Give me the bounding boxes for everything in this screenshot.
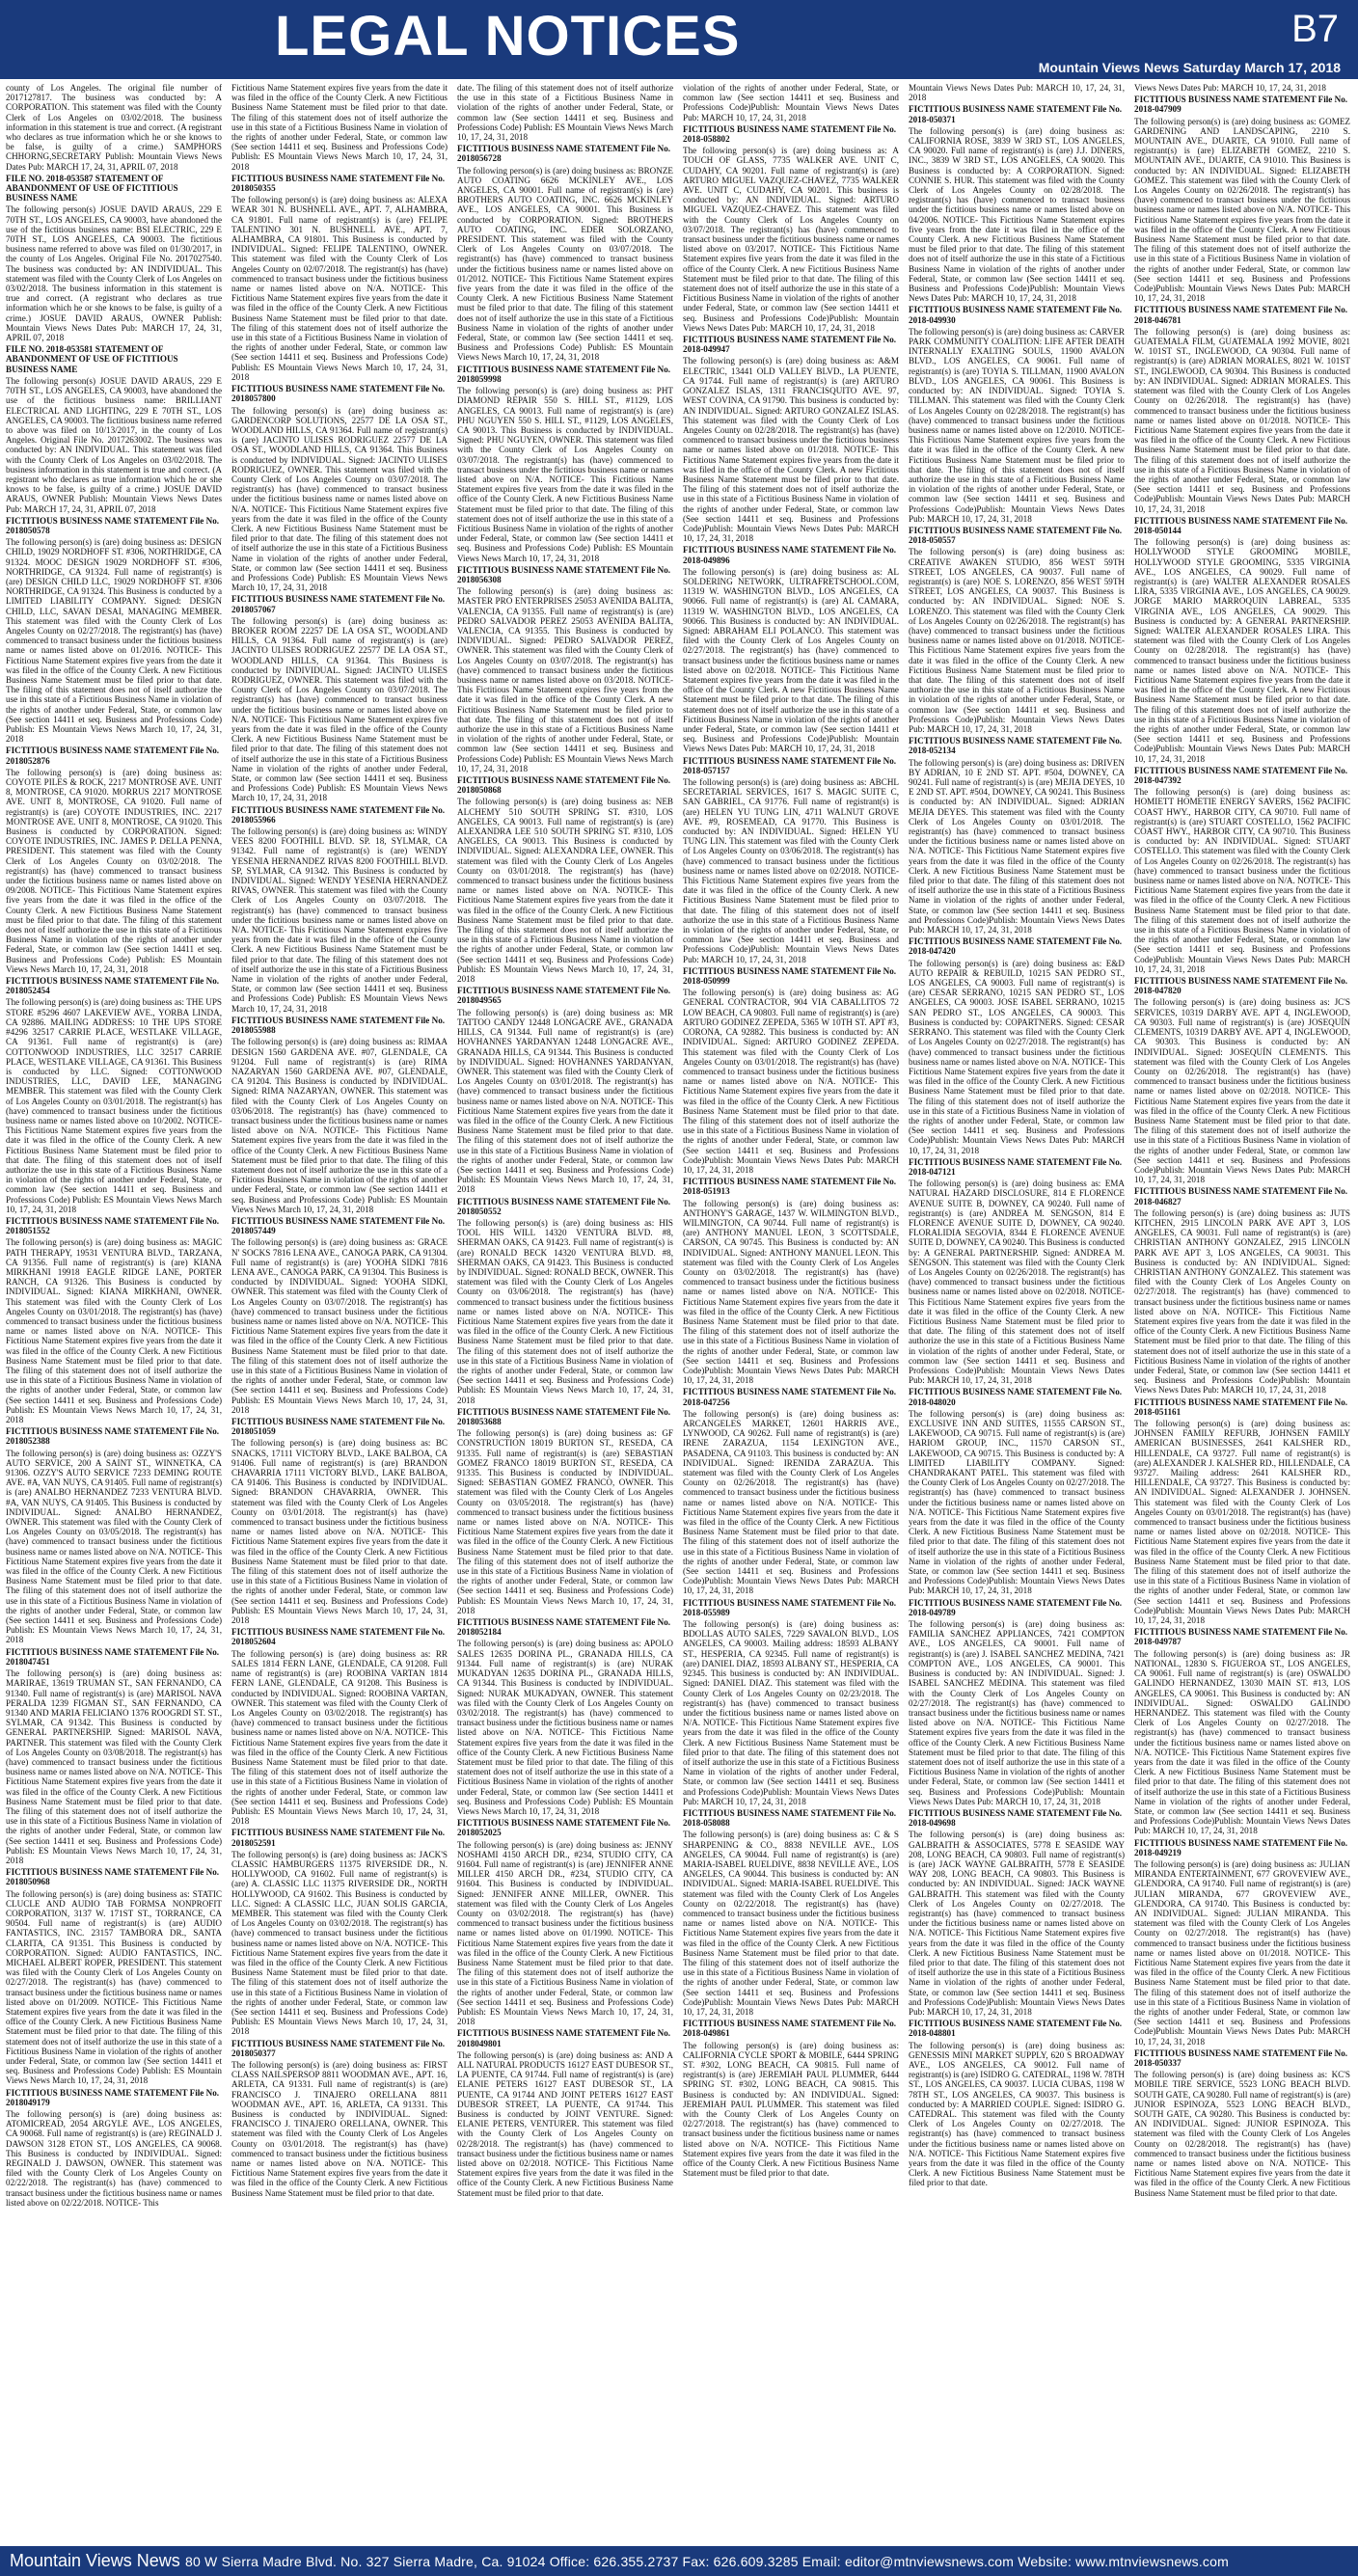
notice-text: The following person(s) is (are) doing business as: CALIFORNIA ROSE, 3839 W 3RD ST., LOS ANGELES, CA 90020. Full name of registrant(s) is (are) J.J. DINERS, INC., 3839 W 3RD ST., LOS ANGELES, CA 90020. This Business is conducted by: A CORPORATION. Signed: CONNIE S. HUR. This statement was filed with the County Clerk of Los Angeles County on 02/28/2018. The registrant(s) has (have) commenced to transact business under the fictitious business name or names listed above on 04/2006. NOTICE- This Fictitious Name Statement expires five years from the date it was filed in the office of the County Clerk. A new Fictitious Business Name Statement must be filed prior to that date. The filing of this statement does not of itself authorize the use in this state of a Fictitious Business Name in violation of the rights of another under Federal, State, or common law (See section 14411 et seq. Business and Professions Code)Publish: Mountain Views News Dates Pub: MARCH 10, 17, 24, 31, 2018 [909, 125, 1125, 304]
notice-text: The following person(s) is (are) doing business as: A&M ELECTRIC, 13441 OLD VALLEY BLVD., LA PUENTE, CA 91744. Full name of registrant(s) is (are) ARTURO GONZALEZ ISLAS, 1311 FRANCISQUITO AVE. 97, WEST COVINA, CA 91790. This business is conducted by: AN INDIVIDUAL. Signed: ARTURO GONZALEZ ISLAS. This statement was filed with the County Clerk of Los Angeles County on 02/28/2018. The registrant(s) has (have) commenced to transact business under the fictitious business name or names listed above on 01/2018. NOTICE- This Fictitious Name Statement expires five years from the date it was filed in the office of the County Clerk. A new Fictitious Business Name Statement must be filed prior to that date. The filing of this statement does not of itself authorize the use in this state of a Fictitious Business Name in violation of the rights of another under Federal, State, or common law (See section 14411 et seq. Business and Professions Code)Publish: Mountain Views News Dates Pub: MARCH 10, 17, 24, 31, 2018 [683, 356, 899, 544]
notice-heading: FICTITIOUS BUSINESS NAME STATEMENT File No. 2018050968 [6, 1867, 220, 1887]
notice-text: The following person(s) is (are) doing business as: WINDY VEES 8200 FOOTHILL BLVD. SP. 18, SYLMAR, CA 91342. Full name of registrant(s) is (are) WENDY YESENIA HERNANDEZ RIVAS 8200 FOOTHILL BLVD. SP, SYLMAR, CA 91342. This Business is conducted by INDIVIDUAL. Signed: WENDY YESENIA HERNANDEZ RIVAS, OWNER. This statement was filed with the County Clerk of Los Angeles County on 03/07/2018. The registrant(s) has (have) commenced to transact business under the fictitious business name or names listed above on N/A. NOTICE- This Fictitious Name Statement expires five years from the date it was filed in the office of the County Clerk. A new Fictitious Business Name Statement must be filed prior to that date. The filing of this statement does not of itself authorize the use in this state of a Fictitious Business Name in violation of the rights of another under Federal, State, or common law (See section 14411 et seq. Business and Professions Code) Publish: ES Mountain Views News March 10, 17, 24, 31, 2018 [231, 827, 448, 1014]
notice-heading: FICTITIOUS BUSINESS NAME STATEMENT File No. 2018053688 [457, 1406, 671, 1427]
notice-text: Mountain Views News Dates Pub: MARCH 10, 17, 24, 31, 2018 [909, 83, 1125, 103]
notice-heading: FICTITIOUS BUSINESS NAME STATEMENT File No. 2018-058802 [683, 123, 897, 145]
notice-heading: FICTITIOUS BUSINESS NAME STATEMENT File No. 2018049565 [457, 986, 671, 1006]
notice-text: The following person(s) is (are) doing business as: DESIGN CHILD, 19029 NORDHOFF ST. #306, NORTHRIDGE, CA 91324. MOOC DESIGN 19029 NORDHOFF ST. #306, NORTHRIDGE, CA 91324. Full name of registrant(s) is (are) DESIGN CHILD LLC, 19029 NORDHOFF ST. #306 NORTHRIDGE, CA 91324. This Business is conducted by a LIMITED LIABILITY COMPANY. Signed: DESIGN CHILD, LLC, SAVAN DESAI, MANAGING MEMBER. This statement was filed with the County Clerk of Los Angeles County on 02/27/2018. The registrant(s) has (have) commenced to transact business under the fictitious business name or names listed above on 01/2016. NOTICE- This Fictitious Name Statement expires five years from the date it was filed in the office of the County Clerk. A new Fictitious Business Name Statement must be filed prior to that date. The filing of this statement does not of itself authorize the use in this state of a Fictitious Business Name in violation of the rights of another under Federal, State, or common law (See section 14411 et seq. Business and Professions Code) Publish: ES Mountain Views News March 10, 17, 24, 31, 2018 [6, 537, 222, 745]
notice-text: The following person(s) is (are) doing business as: EMA NATURAL HAZARD DISCLOSURE, 814 E FLORENCE AVENUE SUITE B, DOWNEY, CA 90240. Full name of registrant(s) is (are) ANDREA M. SENGSON, 814 E FLORENCE AVENUE SUITE D, DOWNEY, CA 90240. FLORALIDIA SEGOVIA, 8344 E FLORENCE AVENUE SUITE D, DOWNEY, CA 90240. This Business is conducted by: A GENERAL PARTNERSHIP. Signed: ANDREA M. SENGSON. This statement was filed with the County Clerk of Los Angeles County on 02/26/2018. The registrant(s) has (have) commenced to transact business under the fictitious business name or names listed above on 02/2018. NOTICE- This Fictitious Name Statement expires five years from the date it was filed in the office of the County Clerk. A new Fictitious Business Name Statement must be filed prior to that date. The filing of this statement does not of itself authorize the use in this state of a Fictitious Business Name in violation of the rights of another under Federal, State, or common law (See section 14411 et seq. Business and Professions Code)Publish: Mountain Views News Dates Pub: MARCH 10, 17, 24, 31, 2018 [909, 1179, 1125, 1386]
notice-text: The following person(s) is (are) doing business as: GOMEZ GARDENING AND LANDSCAPING, 2210 S. MOUNTAIN AVE., DUARTE, CA 91010. Full name of registrant(s) is (are) ELIZABETH GOMEZ, 2210 S. MOUNTAIN AVE., DUARTE, CA 91010. This Business is conducted by: AN INDIVIDUAL. Signed: ELIZABETH GOMEZ. This statement was filed with the County Clerk of Los Angeles County on 02/26/2018. The registrant(s) has (have) commenced to transact business under the fictitious business name or names listed above on N/A. NOTICE- This Fictitious Name Statement expires five years from the date it was filed in the office of the County Clerk. A new Fictitious Business Name Statement must be filed prior to that date. The filing of this statement does not of itself authorize the use in this state of a Fictitious Business Name in violation of the rights of another under Federal, State, or common law (See section 14411 et seq. Business and Professions Code)Publish: Mountain Views News Dates Pub: MARCH 10, 17, 24, 31, 2018 [1134, 116, 1350, 304]
notice-heading: FICTITIOUS BUSINESS NAME STATEMENT File No. 2018057800 [231, 384, 446, 404]
notice-heading: FICTITIOUS BUSINESS NAME STATEMENT File No. 2018055988 [231, 1015, 446, 1036]
notice-column-3 [457, 83, 673, 2533]
notice-heading: FICTITIOUS BUSINESS NAME STATEMENT File No. 2018-058088 [683, 1807, 897, 1829]
notice-heading: FICTITIOUS BUSINESS NAME STATEMENT File No. 2018049801 [457, 2028, 671, 2048]
notice-heading: FICTITIOUS BUSINESS NAME STATEMENT File No. 2018-046827 [1134, 1186, 1348, 1207]
notice-heading: FICTITIOUS BUSINESS NAME STATEMENT File No. 2018-049947 [683, 335, 897, 355]
notice-heading: FICTITIOUS BUSINESS NAME STATEMENT File No. 2018-047256 [683, 1387, 897, 1407]
notice-column-4 [683, 83, 899, 2533]
notice-text: The following person(s) is (are) doing business as: THE UPS STORE #5296 4607 LAKEVIEW AVE., YORBA LINDA, CA 92886. MAILING ADDRESS: 10 THE UPS STORE #4296 32517 CARRIE PLACE, WESTLAKE VILLAGE, CA 91361. Full name of registrant(s) is (are) COTTONWOOD INDUSTRIES, LLC 32517 CARRIE PLACE, WESTLAKE VILLAGE, CA 91361. This Business is conducted by LLC. Signed: COTTONWOOD INDUSTRIES, LLC, DAVID LEE, MANAGING MEMBER. This statement was filed with the County Clerk of Los Angeles County on 03/01/2018. The registrant(s) has (have) commenced to transact business under the fictitious business name or names listed above on 10/2002. NOTICE- This Fictitious Name Statement expires five years from the date it was filed in the office of the County Clerk. A new Fictitious Business Name Statement must be filed prior to that date. The filing of this statement does not of itself authorize the use in this state of a Fictitious Business Name in violation of the rights of another under Federal, State, or common law (See section 14411 et seq. Business and Professions Code) Publish: ES Mountain Views News March 10, 17, 24, 31, 2018 [6, 997, 222, 1214]
notice-heading: FICTITIOUS BUSINESS NAME STATEMENT File No. 2018052876 [6, 746, 220, 766]
notice-text: The following person(s) is (are) doing business as: HOMIETT HOMETIE ENERGY SAVERS, 1562 PACIFIC COAST HWY., HARBOR CITY, CA 90710. Full name of registrant(s) is (are) STUART COSTELLO, 1562 PACIFIC COAST HWY., HARBOR CITY, CA 90710. This Business is conducted by: AN INDIVIDUAL. Signed: STUART COSTELLO. This statement was filed with the County Clerk of Los Angeles County on 02/26/2018. The registrant(s) has (have) commenced to transact business under the fictitious business name or names listed above on N/A. NOTICE- This Fictitious Name Statement expires five years from the date it was filed in the office of the County Clerk. A new Fictitious Business Name Statement must be filed prior to that date. The filing of this statement does not of itself authorize the use in this state of a Fictitious Business Name in violation of the rights of another under Federal, State, or common law (See section 14411 et seq. Business and Professions Code)Publish: Mountain Views News Dates Pub: MARCH 10, 17, 24, 31, 2018 [1134, 787, 1350, 974]
notice-text: The following person(s) is (are) doing business as: JOHNSEN FAMILY REFURB, JOHNSEN FAMILY AMERICAN BUSINESSES, 2641 KALSHER RD., HILLENDALE, CA 93727. Full name of registrant(s) is (are) ALEXANDER J. KALSHER RD., HILLENDALE, CA 93727. Mailing address: 2641 KALSHER RD., HILLENDALE, CA 93727. This Business is conducted by: AN INDIVIDUAL. Signed: ALEXANDER J. JOHNSEN. This statement was filed with the County Clerk of Los Angeles County on 03/01/2018. The registrant(s) has (have) commenced to transact business under the fictitious business name or names listed above on 02/2018. NOTICE- This Fictitious Name Statement expires five years from the date it was filed in the office of the County Clerk. A new Fictitious Business Name Statement must be filed prior to that date. The filing of this statement does not of itself authorize the use in this state of a Fictitious Business Name in violation of the rights of another under Federal, State, or common law (See section 14411 et seq. Business and Professions Code)Publish: Mountain Views News Dates Pub: MARCH 10, 17, 24, 31, 2018 [1134, 1419, 1350, 1626]
notice-heading: FICTITIOUS BUSINESS NAME STATEMENT File No. 2018050552 [457, 1196, 671, 1216]
notice-heading: FICTITIOUS BUSINESS NAME STATEMENT File No. 2018-051161 [1134, 1396, 1348, 1417]
notice-heading: FICTITIOUS BUSINESS NAME STATEMENT File No. 2018-051913 [683, 1177, 897, 1197]
notice-heading: FICTITIOUS BUSINESS NAME STATEMENT File No. 2018-047420 [909, 936, 1123, 957]
notice-text: The following person(s) is (are) doing business as: FIRST CLASS NAILSPERSOP 8811 WOODMAN AVE., APT. 16, ARLETA, CA 91331. Full name of registrant(s) is (are) FRANCISCO J. TINAJERO ORELLANA 8811 WOODMAN AVE., APT. 16, ARLETA, CA 91331. This Business is conducted by INDIVIDUAL. Signed: FRANCISCO J. TINAJERO ORELLANA, OWNER. This statement was filed with the County Clerk of Los Angeles County on 03/01/2018. The registrant(s) has (have) commenced to transact business under the fictitious business name or names listed above on N/A. NOTICE- This Fictitious Name Statement expires five years from the date it was filed in the office of the County Clerk. A new Fictitious Business Name Statement must be filed prior to that date. [231, 2060, 448, 2198]
notice-heading: FICTITIOUS BUSINESS NAME STATEMENT File No. 2018055966 [231, 804, 446, 825]
notice-text: The following person(s) JOSUE DAVID ARAUS, 229 E 70TH ST., LOS ANGELES, CA 90003, have abandoned the use of the fictitious business name: BRILLIANT ELECTRICAL AND LIGHTING, 229 E 70TH ST., LOS ANGELES, CA 90003. The fictitious business name referred to above was filed on 10/13/2017, in the county of Los Angeles. Original File No. 2017263002. The business was conducted by: AN INDIVIDUAL. This statement was filed with the County Clerk of Los Angeles on 03/02/2018. The business information in this statement is true and correct. (A registrant who declares as true information which he or she knows to be false, is guilty of a crime.) JOSUE DAVID ARAUS, OWNER Publish: Mountain Views News Dates Pub: MARCH 17, 24, 31, APRIL 07, 2018 [6, 375, 222, 514]
notice-heading: FICTITIOUS BUSINESS NAME STATEMENT File No. 2018-050371 [909, 104, 1123, 124]
notice-heading: FICTITIOUS BUSINESS NAME STATEMENT File No. 2018052591 [231, 1828, 446, 1848]
section-title: LEGAL NOTICES [275, 5, 741, 68]
notice-heading: FICTITIOUS BUSINESS NAME STATEMENT File No. 2018056308 [457, 564, 671, 584]
notice-text: The following person(s) is (are) doing business as: BRONZE AUTO COATING 6626 MCKINLEY AVE., LOS ANGELES, CA 90001. Full name of registrant(s) is (are) BROTHERS AUTO COATING, INC. 6626 MCKINLEY AVE., LOS ANGELES, CA 90001. This Business is conducted by CORPORATION. Signed: BROTHERS AUTO COATING, INC. EDER SOLORZANO, PRESIDENT. This statement was filed with the County Clerk of Los Angeles County on 03/07/2018. The registrant(s) has (have) commenced to transact business under the fictitious business name or names listed above on 01/2012. NOTICE- This Fictitious Name Statement expires five years from the date it was filed in the office of the County Clerk. A new Fictitious Business Name Statement must be filed prior to that date. The filing of this statement does not of itself authorize the use in this state of a Fictitious Business Name in violation of the rights of another under Federal, State, or common law (See section 14411 et seq. Business and Professions Code) Publish: ES Mountain Views News March 10, 17, 24, 31, 2018 [457, 165, 673, 363]
notice-text: The following person(s) is (are) doing business as: CREATIVE AWAKEN STUDIO, 856 WEST 59TH STREET, LOS ANGELES, CA 90037. Full name of registrant(s) is (are) NOE S. LORENZO, 856 WEST 59TH STREET, LOS ANGELES, CA 90037. This Business is conducted by: AN INDIVIDUAL. Signed: NOE S. LORENZO. This statement was filed with the County Clerk of Los Angeles County on 02/26/2018. The registrant(s) has (have) commenced to transact business under the fictitious business name or names listed above on 01/2018. NOTICE- This Fictitious Name Statement expires five years from the date it was filed in the office of the County Clerk. A new Fictitious Business Name Statement must be filed prior to that date. The filing of this statement does not of itself authorize the use in this state of a Fictitious Business Name in violation of the rights of another under Federal, State, or common law (See section 14411 et seq. Business and Professions Code)Publish: Mountain Views News Dates Pub: MARCH 10, 17, 24, 31, 2018 [909, 547, 1125, 734]
notice-heading: FILE NO. 2018-053581 STATEMENT OF ABANDONMENT OF USE OF FICTITIOUS BUSINESS NAME [6, 344, 178, 374]
notice-text: The following person(s) is (are) doing business as: ATOMICREAD, 2054 ARGYLE AVE., LOS ANGELES, CA 90068. Full name of registrant(s) is (are) REGINALD J. DAWSON 3128 ETON ST., LOS ANGELES, CA 90068. This Business is conducted by INDIVIDUAL. Signed: REGINALD J. DAWSON, OWNER. This statement was filed with the County Clerk of Los Angeles County on 02/22/2018. The registrant(s) has (have) commenced to transact business under the fictitious business name or names listed above on 02/22/2018. NOTICE- This [6, 2109, 222, 2208]
notice-text: date. The filing of this statement does not of itself authorize the use in this state of a Fictitious Business Name in violation of the rights of another under Federal, State, or common law (See section 14411 et seq. Business and Professions Code) Publish: ES Mountain Views News March 10, 17, 24, 31, 2018 [457, 83, 673, 143]
notice-text: The following person(s) is (are) doing business as: DRIVEN BY ADRIAN, 10 E 2ND ST. APT. #504, DOWNEY, CA 90241. Full name of registrant(s) is (are) MEJIA DEYES, 10 E 2ND ST. APT. #504, DOWNEY, CA 90241. This Business is conducted by: AN INDIVIDUAL. Signed: ADRIAN MEJIA DEYES. This statement was filed with the County Clerk of Los Angeles County on 03/01/2018. The registrant(s) has (have) commenced to transact business under the fictitious business name or names listed above on N/A. NOTICE- This Fictitious Name Statement expires five years from the date it was filed in the office of the County Clerk. A new Fictitious Business Name Statement must be filed prior to that date. The filing of this statement does not of itself authorize the use in this state of a Fictitious Business Name in violation of the rights of another under Federal, State, or common law (See section 14411 et seq. Business and Professions Code)Publish: Mountain Views News Dates Pub: MARCH 10, 17, 24, 31, 2018 [909, 757, 1125, 935]
notice-heading: FICTITIOUS BUSINESS NAME STATEMENT File No. 2018-052134 [909, 736, 1123, 756]
notice-heading: FICTITIOUS BUSINESS NAME STATEMENT File No. 2018-048020 [909, 1387, 1123, 1407]
notice-column-5 [909, 83, 1125, 2533]
notice-text: The following person(s) is (are) doing business as: GUATEMALA FILM, GUATEMALA 1992 MOVIE, 8021 W. 101ST ST., INGLEWOOD, CA 90304. Full name of registrant(s) is (are) ADRIAN MORALES, 8021 W. 101ST ST., INGLEWOOD, CA 90304. This Business is conducted by: AN INDIVIDUAL. Signed: ADRIAN MORALES. This statement was filed with the County Clerk of Los Angeles County on 02/26/2018. The registrant(s) has (have) commenced to transact business under the fictitious business name or names listed above on 01/2018. NOTICE- This Fictitious Name Statement expires five years from the date it was filed in the office of the County Clerk. A new Fictitious Business Name Statement must be filed prior to that date. The filing of this statement does not of itself authorize the use in this state of a Fictitious Business Name in violation of the rights of another under Federal, State, or common law (See section 14411 et seq. Business and Professions Code)Publish: Mountain Views News Dates Pub: MARCH 10, 17, 24, 31, 2018 [1134, 326, 1350, 514]
notice-heading: FICTITIOUS BUSINESS NAME STATEMENT File No. 2018-049787 [1134, 1627, 1348, 1647]
notice-text: The following person(s) is (are) doing business as: CALIFORNIA CYCLE SPORT & MOBILE, 6444 SPRING ST. #302, LONG BEACH, CA 90815. Full name of registrant(s) is (are) JEREMIAH PAUL PLUMMER, 6444 SPRING ST. #302, LONG BEACH, CA 90815. This Business is conducted by: AN INDIVIDUAL. Signed: JEREMIAH PAUL PLUMMER. This statement was filed with the County Clerk of Los Angeles County on 02/27/2018. The registrant(s) has (have) commenced to transact business under the fictitious business name or names listed above on N/A. NOTICE- This Fictitious Name Statement expires five years from the date it was filed in the office of the County Clerk. A new Fictitious Business Name Statement must be filed prior to that date. [683, 2040, 899, 2179]
notice-heading: FICTITIOUS BUSINESS NAME STATEMENT File No. 2018049179 [6, 2087, 220, 2107]
notice-column-2 [231, 83, 448, 2533]
notice-text: The following person(s) is (are) doing business as: JENNY NOSHAMI 4150 ARCH DR., #234, STUDIO CITY, CA 91604. Full name of registrant(s) is (are) JENNIFER ANNE MILLER 4150 ARCH DR., #234, STUDIO CITY, CA 91604. This Business is conducted by INDIVIDUAL. Signed: JENNIFER ANNE MILLER, OWNER. This statement was filed with the County Clerk of Los Angeles County on 03/02/2018. The registrant(s) has (have) commenced to transact business under the fictitious business name or names listed above on 01/1990. NOTICE- This Fictitious Name Statement expires five years from the date it was filed in the office of the County Clerk. A new Fictitious Business Name Statement must be filed prior to that date. The filing of this statement does not of itself authorize the use in this state of a Fictitious Business Name in violation of the rights of another under Federal, State, or common law (See section 14411 et seq. Business and Professions Code) Publish: ES Mountain Views News March 10, 17, 24, 31, 2018 [457, 1839, 673, 2027]
notice-heading: FICTITIOUS BUSINESS NAME STATEMENT File No. 2018-046781 [1134, 305, 1348, 325]
notice-text: The following person(s) is (are) doing business as: ANTHONY'S GARAGE, 1437 W. WILMINGTON BLVD., WILMINGTON, CA 90744. Full name of registrant(s) is (are) ANTHONY MANUEL LEON, 3 SCOTTSDALE, CARSON, CA 90745. This Business is conducted by: AN INDIVIDUAL. Signed: ANTHONY MANUEL LEON. This statement was filed with the County Clerk of Los Angeles County on 03/02/2018. The registrant(s) has (have) commenced to transact business under the fictitious business name or names listed above on N/A. NOTICE- This Fictitious Name Statement expires five years from the date it was filed in the office of the County Clerk. A new Fictitious Business Name Statement must be filed prior to that date. The filing of this statement does not of itself authorize the use in this state of a Fictitious Business Name in violation of the rights of another under Federal, State, or common law (See section 14411 et seq. Business and Professions Code)Publish: Mountain Views News Dates Pub: MARCH 10, 17, 24, 31, 2018 [683, 1198, 899, 1386]
notice-text: The following person(s) is (are) doing business as: FAMILIA SANCHEZ APPLIANCES, 7421 COMPTON AVE., LOS ANGELES, CA 90001. Full name of registrant(s) is (are) J. ISABEL SANCHEZ MEDINA, 7421 COMPTON AVE., LOS ANGELES, CA 90001. This Business is conducted by: AN INDIVIDUAL. Signed: J. ISABEL SANCHEZ MEDINA. This statement was filed with the County Clerk of Los Angeles County on 02/27/2018. The registrant(s) has (have) commenced to transact business under the fictitious business name or names listed above on N/A. NOTICE- This Fictitious Name Statement expires five years from the date it was filed in the office of the County Clerk. A new Fictitious Business Name Statement must be filed prior to that date. The filing of this statement does not of itself authorize the use in this state of a Fictitious Business Name in violation of the rights of another under Federal, State, or common law (See section 14411 et seq. Business and Professions Code)Publish: Mountain Views News Dates Pub: MARCH 10, 17, 24, 31, 2018 [909, 1619, 1125, 1806]
notice-text: The following person(s) is (are) doing business as: MAGIC PATH THERAPY, 19531 VENTURA BLVD., TARZANA, CA 91356. Full name of registrant(s) is (are) KIANA MIRKHANI 19918 EAGLE RIDGE LANE, PORTER RANCH, CA 91326. This Business is conducted by INDIVIDUAL. Signed: KIANA MIRKHANI, OWNER. This statement was filed with the County Clerk of Los Angeles County on 03/01/2018. The registrant(s) has (have) commenced to transact business under the fictitious business name or names listed above on N/A. NOTICE- This Fictitious Name Statement expires five years from the date it was filed in the office of the County Clerk. A new Fictitious Business Name Statement must be filed prior to that date. The filing of this statement does not of itself authorize the use in this state of a Fictitious Business Name in violation of the rights of another under Federal, State, or common law (See section 14411 et seq. Business and Professions Code) Publish: ES Mountain Views News March 10, 17, 24, 31, 2018 [6, 1237, 222, 1425]
notice-heading: FICTITIOUS BUSINESS NAME STATEMENT File No. 2018-049698 [909, 1807, 1123, 1829]
notice-heading: FICTITIOUS BUSINESS NAME STATEMENT File No. 2018050377 [231, 2038, 446, 2058]
notice-heading: FICTITIOUS BUSINESS NAME STATEMENT File No. 2018050355 [231, 173, 446, 194]
notice-text: The following person(s) is (are) doing business as: JULIAN MIRANDA ENTERTAINMENT, 677 GROVEVIEW AVE., GLENDORA, CA 91740. Full name of registrant(s) is (are) JULIAN MIRANDA, 677 GROVEVIEW AVE., GLENDORA, CA 91740. This Business is conducted by: AN INDIVIDUAL. Signed: JULIAN MIRANDA. This statement was filed with the County Clerk of Los Angeles County on 02/27/2018. The registrant(s) has (have) commenced to transact business under the fictitious business name or names listed above on 01/2018. NOTICE- This Fictitious Name Statement expires five years from the date it was filed in the office of the County Clerk. A new Fictitious Business Name Statement must be filed prior to that date. The filing of this statement does not of itself authorize the use in this state of a Fictitious Business Name in violation of the rights of another under Federal, State, or common law (See section 14411 et seq. Business and Professions Code)Publish: Mountain Views News Dates Pub: MARCH 10, 17, 24, 31, 2018 [1134, 1858, 1350, 2047]
notice-column-1 [6, 83, 222, 2533]
notice-text: The following person(s) is (are) doing business as: AG GENERAL CONTRACTOR, 904 VIA CABALLITOS 72 LOW BEACH, CA 90803. Full name of registrant(s) is (are) ARTURO GODINEZ ZEPEDA, 5365 W 10TH ST. APT #3, CORONA, CA 92882. This business is conducted by: AN INDIVIDUAL. Signed: ARTURO GODINEZ ZEPEDA. This statement was filed with the County Clerk of Los Angeles County on 03/01/2018. The registrant(s) has (have) commenced to transact business under the fictitious business name or names listed above on N/A. NOTICE- This Fictitious Name Statement expires five years from the date it was filed in the office of the County Clerk. A new Fictitious Business Name Statement must be filed prior to that date. The filing of this statement does not of itself authorize the use in this state of a Fictitious Business Name in violation of the rights of another under Federal, State, or common law (See section 14411 et seq. Business and Professions Code)Publish: Mountain Views News Dates Pub: MARCH 10, 17, 24, 31, 2018 [683, 988, 899, 1175]
notice-heading: FICTITIOUS BUSINESS NAME STATEMENT File No. 2018050868 [457, 775, 671, 796]
notice-text: The following person(s) is (are) doing business as: STATIC CLUCLE AND AUDIO TAB FORMSA NONPROFIT CORPORATION, 3137 W. 171ST ST., TORRANCE, CA 90504. Full name of registrant(s) is (are) AUDIO FANTASTICS, INC. 23157 TAMBORA DR., SANTA CLARITA, CA 91351. This Business is conducted by CORPORATION. Signed: AUDIO FANTASTICS, INC. MICHAEL ALBERT ROPER, PRESIDENT. This statement was filed with the County Clerk of Los Angeles County on 02/27/2018. The registrant(s) has (have) commenced to transact business under the fictitious business name or names listed above on 01/2009. NOTICE- This Fictitious Name Statement expires five years from the date it was filed in the office of the County Clerk. A new Fictitious Business Name Statement must be filed prior to that date. The filing of this statement does not of itself authorize the use in this state of a Fictitious Business Name in violation of the rights of another under Federal, State, or common law (See section 14411 et seq. Business and Professions Code) Publish: ES Mountain Views News March 10, 17, 24, 31, 2018 [6, 1888, 222, 2086]
notice-heading: FICTITIOUS BUSINESS NAME STATEMENT File No. 2018-048801 [909, 2019, 1123, 2039]
page-footer [0, 2546, 1358, 2576]
notice-heading: FICTITIOUS BUSINESS NAME STATEMENT File No. 2018-050557 [909, 525, 1123, 546]
notice-heading: FICTITIOUS BUSINESS NAME STATEMENT File No. 2018-047909 [1134, 95, 1348, 115]
notice-text: The following person(s) is (are) doing business as: AND A ALL NATURAL PRODUCTS 16127 EAST DUBESOR ST., LA PUENTE, CA 91744. Full name of registrant(s) is (are) ELANIE PETERS 16127 EAST DUBESOR ST., LA PUENTE, CA 91744 AND JOINT PETERS 16127 EAST DUBESOR STREET, LA PUENTE, CA 91744. This Business is conducted by JOINT VENTURE. Signed: ELANIE PETERS, VENTURER. This statement was filed with the County Clerk of Los Angeles County on 02/28/2018. The registrant(s) has (have) commenced to transact business under the fictitious business name or names listed above on 02/2018. NOTICE- This Fictitious Name Statement expires five years from the date it was filed in the office of the County Clerk. A new Fictitious Business Name Statement must be filed prior to that date. [457, 2049, 673, 2198]
notice-text: The following person(s) is (are) doing business as: RR SALES 1814 FERN LANE, GLENDALE, CA 91208. Full name of registrant(s) is (are) ROOBINA VARTAN 1814 FERN LANE, GLENDALE, CA 91208. This Business is conducted by INDIVIDUAL. Signed: ROOBINA VARTAN, OWNER. This statement was filed with the County Clerk of Los Angeles County on 03/02/2018. The registrant(s) has (have) commenced to transact business under the fictitious business name or names listed above on N/A. NOTICE- This Fictitious Name Statement expires five years from the date it was filed in the office of the County Clerk. A new Fictitious Business Name Statement must be filed prior to that date. The filing of this statement does not of itself authorize the use in this state of a Fictitious Business Name in violation of the rights of another under Federal, State, or common law (See section 14411 et seq. Business and Professions Code) Publish: ES Mountain Views News March 10, 17, 24, 31, 2018 [231, 1648, 448, 1827]
notice-heading: FICTITIOUS BUSINESS NAME STATEMENT File No. 2018-049896 [683, 545, 897, 565]
notice-heading: FICTITIOUS BUSINESS NAME STATEMENT File No. 2018052184 [457, 1617, 671, 1638]
notice-text: The following person(s) is (are) doing business as: BC SNACKS, 17111 VICTORY BLVD., LAKE BALBOA, CA 91406. Full name of registrant(s) is (are) BRANDON CHAVARRIA 17111 VICTORY BLVD., LAKE BALBOA, CA 91406. This Business is conducted by INDIVIDUAL. Signed: BRANDON CHAVARRIA, OWNER. This statement was filed with the County Clerk of Los Angeles County on 03/01/2018. The registrant(s) has (have) commenced to transact business under the fictitious business name or names listed above on N/A. NOTICE- This Fictitious Name Statement expires five years from the date it was filed in the office of the County Clerk. A new Fictitious Business Name Statement must be filed prior to that date. The filing of this statement does not of itself authorize the use in this state of a Fictitious Business Name in violation of the rights of another under Federal, State, or common law (See section 14411 et seq. Business and Professions Code) Publish: ES Mountain Views News March 10, 17, 24, 31, 2018 [231, 1438, 448, 1626]
notice-heading: FICTITIOUS BUSINESS NAME STATEMENT File No. 2018056728 [457, 144, 671, 164]
notice-text: The following person(s) is (are) doing business as: MARIRAE, 13619 TRUMAN ST., SAN FERNANDO, CA 91340. Full name of registrant(s) is (are) MARISOL NAVA PERALDA 1239 FIGMAN ST., SAN FERNANDO, CA 91340 AND MARIA FELICIANO 1376 ROOGRDI ST. ST., SYLMAR, CA 91342. This Business is conducted by GENERAL PARTNERSHIP. Signed: MARISOL NAVA, PARTNER. This statement was filed with the County Clerk of Los Angeles County on 03/08/2018. The registrant(s) has (have) commenced to transact business under the fictitious business name or names listed above on N/A. NOTICE- This Fictitious Name Statement expires five years from the date it was filed in the office of the County Clerk. A new Fictitious Business Name Statement must be filed prior to that date. The filing of this statement does not of itself authorize the use in this state of a Fictitious Business Name in violation of the rights of another under Federal, State, or common law (See section 14411 et seq. Business and Professions Code) Publish: ES Mountain Views News March 10, 17, 24, 31, 2018 [6, 1668, 222, 1865]
notice-heading: FICTITIOUS BUSINESS NAME STATEMENT File No. 2018052388 [6, 1426, 220, 1447]
notice-text: The following person(s) is (are) doing business as: HIS TOOL HIS WILL 14320 VENTURA BLVD. #8, SHERMAN OAKS, CA 91423. Full name of registrant(s) is (are) RONALD BECK 14320 VENTURA BLVD. #8, SHERMAN OAKS, CA 91423. This Business is conducted by INDIVIDUAL. Signed: RONALD BECK, OWNER. This statement was filed with the County Clerk of Los Angeles County on 03/06/2018. The registrant(s) has (have) commenced to transact business under the fictitious business name or names listed above on N/A. NOTICE- This Fictitious Name Statement expires five years from the date it was filed in the office of the County Clerk. A new Fictitious Business Name Statement must be filed prior to that date. The filing of this statement does not of itself authorize the use in this state of a Fictitious Business Name in violation of the rights of another under Federal, State, or common law (See section 14411 et seq. Business and Professions Code) Publish: ES Mountain Views News March 10, 17, 24, 31, 2018 [457, 1217, 673, 1405]
notice-heading: FICTITIOUS BUSINESS NAME STATEMENT File No. 2018-050337 [1134, 2047, 1348, 2069]
notice-text: The following person(s) is (are) doing business as: GARDENCORP SOLUTIONS, 22577 DE LA OSA ST., WOODLAND HILLS, CA 91364. Full name of registrant(s) is (are) JACINTO ULISES RODRIGUEZ 22577 DE LA OSA ST., WOODLAND HILLS, CA 91364. This Business is conducted by INDIVIDUAL. Signed: JACINTO ULISES RODRIGUEZ, OWNER. This statement was filed with the County Clerk of Los Angeles County on 03/07/2018. The registrant(s) has (have) commenced to transact business under the fictitious business name or names listed above on N/A. NOTICE- This Fictitious Name Statement expires five years from the date it was filed in the office of the County Clerk. A new Fictitious Business Name Statement must be filed prior to that date. The filing of this statement does not of itself authorize the use in this state of a Fictitious Business Name in violation of the rights of another under Federal, State, or common law (See section 14411 et seq. Business and Professions Code) Publish: ES Mountain Views News March 10, 17, 24, 31, 2018 [231, 405, 448, 593]
notice-text: The following person(s) is (are) doing business as: JC'S SERVICES, 10319 DARBY AVE. APT 4, INGLEWOOD, CA 90303. Full name of registrant(s) is (are) JOSEQUÍN CLEMENTS, 10319 DARBY AVE. APT 4, INGLEWOOD, CA 90303. This Business is conducted by: AN INDIVIDUAL. Signed: JOSEQUÍN CLEMENTS. This statement was filed with the County Clerk of Los Angeles County on 02/26/2018. The registrant(s) has (have) commenced to transact business under the fictitious business name or names listed above on 02/2018. NOTICE- This Fictitious Name Statement expires five years from the date it was filed in the office of the County Clerk. A new Fictitious Business Name Statement must be filed prior to that date. The filing of this statement does not of itself authorize the use in this state of a Fictitious Business Name in violation of the rights of another under Federal, State, or common law (See section 14411 et seq. Business and Professions Code)Publish: Mountain Views News Dates Pub: MARCH 10, 17, 24, 31, 2018 [1134, 997, 1350, 1185]
notice-heading: FICTITIOUS BUSINESS NAME STATEMENT File No. 2018057067 [231, 594, 446, 614]
notice-heading: FICTITIOUS BUSINESS NAME STATEMENT File No. 2018-047392 [1134, 765, 1348, 786]
notice-text: The following person(s) is (are) doing business as: AL SOLDERING NETWORK, ULTRAFRETSCHOOL.COM, 11319 W. WASHINGTON BLVD., LOS ANGELES, CA 90066. Full name of registrant(s) is (are) AL CAMARA, 11319 W. WASHINGTON BLVD., LOS ANGELES, CA 90066. This Business is conducted by: AN INDIVIDUAL. Signed: ABRAHAM ELI POLANCO. This statement was filed with the County Clerk of Los Angeles County on 02/27/2018. The registrant(s) has (have) commenced to transact business under the fictitious business name or names listed above on 02/2018. NOTICE- This Fictitious Name Statement expires five years from the date it was filed in the office of the County Clerk. A new Fictitious Business Name Statement must be filed prior to that date. The filing of this statement does not of itself authorize the use in this state of a Fictitious Business Name in violation of the rights of another under Federal, State, or common law (See section 14411 et seq. Business and Professions Code)Publish: Mountain Views News Dates Pub: MARCH 10, 17, 24, 31, 2018 [683, 566, 899, 754]
notice-text: The following person(s) is (are) doing business as: APOLO SALES 12635 DORINA PL., GRANADA HILLS, CA 91344. Full name of registrant(s) is (are) NURAK MUKADYAN 12635 DORINA PL., GRANADA HILLS, CA 91344. This Business is conducted by INDIVIDUAL. Signed: NURAK MUKADYAN, OWNER. This statement was filed with the County Clerk of Los Angeles County on 03/02/2018. The registrant(s) has (have) commenced to transact business under the fictitious business name or names listed above on N/A. NOTICE- This Fictitious Name Statement expires five years from the date it was filed in the office of the County Clerk. A new Fictitious Business Name Statement must be filed prior to that date. The filing of this statement does not of itself authorize the use in this state of a Fictitious Business Name in violation of the rights of another under Federal, State, or common law (See section 14411 et seq. Business and Professions Code) Publish: ES Mountain Views News March 10, 17, 24, 31, 2018 [457, 1639, 673, 1816]
notice-text: The following person(s) is (are) doing business as: JR NATIONAL, 12830 S. FIGUEROA ST., LOS ANGELES, CA 90061. Full name of registrant(s) is (are) OSWALDO GALINDO HERNANDEZ, 13030 MAIN ST. #13, LOS ANGELES, CA 90061. This Business is conducted by: AN INDIVIDUAL. Signed: OSWALDO GALINDO HERNANDEZ. This statement was filed with the County Clerk of Los Angeles County on 02/27/2018. The registrant(s) has (have) commenced to transact business under the fictitious business name or names listed above on N/A. NOTICE- This Fictitious Name Statement expires five years from the date it was filed in the office of the County Clerk. A new Fictitious Business Name Statement must be filed prior to that date. The filing of this statement does not of itself authorize the use in this state of a Fictitious Business Name in violation of the rights of another under Federal, State, or common law (See section 14411 et seq. Business and Professions Code)Publish: Mountain Views News Dates Pub: MARCH 10, 17, 24, 31, 2018 [1134, 1648, 1350, 1836]
notice-text: The following person(s) is (are) doing business as: E&D AUTO REPAIR & REBUILD, 10215 SAN PEDRO ST., LOS ANGELES, CA 90003. Full name of registrant(s) is (are) CESAR SERRANO, 10215 SAN PEDRO ST., LOS ANGELES, CA 90003. JOSE ISABEL SERRANO, 10215 SAN PEDRO ST., LOS ANGELES, CA 90003. This Business is conducted by: COPARTNERS. Signed: CESAR SERRANO. This statement was filed with the County Clerk of Los Angeles County on 02/27/2018. The registrant(s) has (have) commenced to transact business under the fictitious business name or names listed above on N/A. NOTICE- This Fictitious Name Statement expires five years from the date it was filed in the office of the County Clerk. A new Fictitious Business Name Statement must be filed prior to that date. The filing of this statement does not of itself authorize the use in this state of a Fictitious Business Name in violation of the rights of another under Federal, State, or common law (See section 14411 et seq. Business and Professions Code)Publish: Mountain Views News Dates Pub: MARCH 10, 17, 24, 31, 2018 [909, 958, 1125, 1155]
notice-heading: FICTITIOUS BUSINESS NAME STATEMENT File No. 2018-049930 [909, 305, 1123, 325]
notice-text: The following person(s) is (are) doing business as: CARVER PARK COMMUNITY COALITION: LIFE AFTER DEATH INTERNALLY EXALTING SOULS, 11900 AVALON BLVD., LOS ANGELES, CA 90061. Full name of registrant(s) is (are) TOYIA S. TILLMAN, 11900 AVALON BLVD., LOS ANGELES, CA 90061. This Business is conducted by: AN INDIVIDUAL. Signed: TOYIA S. TILLMAN. This statement was filed with the County Clerk of Los Angeles County on 02/28/2018. The registrant(s) has (have) commenced to transact business under the fictitious business name or names listed above on 12/2010. NOTICE- This Fictitious Name Statement expires five years from the date it was filed in the office of the County Clerk. A new Fictitious Business Name Statement must be filed prior to that date. The filing of this statement does not of itself authorize the use in this state of a Fictitious Business Name in violation of the rights of another under Federal, State, or common law (See section 14411 et seq. Business and Professions Code)Publish: Mountain Views News Dates Pub: MARCH 10, 17, 24, 31, 2018 [909, 326, 1125, 524]
page-number: B7 [1291, 8, 1339, 50]
page-header [0, 0, 1358, 79]
notice-heading: FICTITIOUS BUSINESS NAME STATEMENT File No. 2018052025 [457, 1818, 671, 1838]
notice-text: The following person(s) is (are) doing business as: GRACE N' SOCKS 7816 LENA AVE., CANOGA PARK, CA 91304. Full name of registrant(s) is (are) YOOHA SIDKI 7816 LENA AVE., CANOGA PARK, CA 91304. This Business is conducted by INDIVIDUAL. Signed: YOOHA SIDKI, OWNER. This statement was filed with the County Clerk of Los Angeles County on 03/07/2018. The registrant(s) has (have) commenced to transact business under the fictitious business name or names listed above on N/A. NOTICE- This Fictitious Name Statement expires five years from the date it was filed in the office of the County Clerk. A new Fictitious Business Name Statement must be filed prior to that date. The filing of this statement does not of itself authorize the use in this state of a Fictitious Business Name in violation of the rights of another under Federal, State, or common law (See section 14411 et seq. Business and Professions Code) Publish: ES Mountain Views News March 10, 17, 24, 31, 2018 [231, 1237, 448, 1415]
notice-text: The following person(s) is (are) doing business as: JACK'S CLASSIC HAMBURGERS 11375 RIVERSIDE DR., N. HOLLYWOOD, CA 91602. Full name of registrant(s) is (are) A. CLASSIC LLC 11375 RIVERSIDE DR., NORTH HOLLYWOOD, CA 91602. This Business is conducted by LLC. Signed: A CLASSIC LLC, JUAN SOLIS GARCIA, MEMBER. This statement was filed with the County Clerk of Los Angeles County on 03/02/2018. The registrant(s) has (have) commenced to transact business under the fictitious business name or names listed above on N/A. NOTICE- This Fictitious Name Statement expires five years from the date it was filed in the office of the County Clerk. A new Fictitious Business Name Statement must be filed prior to that date. The filing of this statement does not of itself authorize the use in this state of a Fictitious Business Name in violation of the rights of another under Federal, State, or common law (See section 14411 et seq. Business and Professions Code) Publish: ES Mountain Views News March 10, 17, 24, 31, 2018 [231, 1849, 448, 2037]
notice-text: violation of the rights of another under Federal, State, or common law (See section 14411 et seq. Business and Professions Code)Publish: Mountain Views News Dates Pub: MARCH 10, 17, 24, 31, 2018 [683, 83, 899, 122]
notice-text: The following person(s) is (are) doing business as: C & S SHARPENING & CO., 8838 NEVILLE AVE., LOS ANGELES, CA 90044. Full name of registrant(s) is (are) MARIA-ISABEL RUELDIVE, 8838 NEVILLE AVE., LOS ANGELES, CA 90044. This business is conducted by: AN INDIVIDUAL. Signed: MARIA-ISABEL RUELDIVE. This statement was filed with the County Clerk of Los Angeles County on 02/22/2018. The registrant(s) has (have) commenced to transact business under the fictitious business name or names listed above on N/A. NOTICE- This Fictitious Name Statement expires five years from the date it was filed in the office of the County Clerk. A new Fictitious Business Name Statement must be filed prior to that date. The filing of this statement does not of itself authorize the use in this state of a Fictitious Business Name in violation of the rights of another under Federal, State, or common law (See section 14411 et seq. Business and Professions Code)Publish: Mountain Views News Dates Pub: MARCH 10, 17, 24, 31, 2018 [683, 1830, 899, 2017]
notice-heading: FICTITIOUS BUSINESS NAME STATEMENT File No. 2018052604 [231, 1627, 446, 1647]
notice-text: Views News Dates Pub: MARCH 10, 17, 24, 31, 2018 [1134, 83, 1326, 93]
notice-heading: FICTITIOUS BUSINESS NAME STATEMENT File No. 2018-047121 [909, 1156, 1123, 1177]
notice-text: The following person(s) is (are) doing business as: KC'S MOBILE TIRE SERVICE, 5523 LONG BEACH BLVD. SOUTH GATE, CA 90280. Full name of registrant(s) is (are) JUNIOR ESPINOZA, 5523 LONG BEACH BLVD., SOUTH GATE, CA 90280. This Business is conducted by: AN INDIVIDUAL. Signed: JUNIOR ESPINOZA. This statement was filed with the County Clerk of Los Angeles County on 02/28/2018. The registrant(s) has (have) commenced to transact business under the fictitious business name or names listed above on N/A. NOTICE- This Fictitious Name Statement expires five years from the date it was filed in the office of the County Clerk. A new Fictitious Business Name Statement must be filed prior to that date. [1134, 2070, 1350, 2198]
notice-heading: FICTITIOUS BUSINESS NAME STATEMENT File No. 2018059998 [457, 364, 671, 384]
notice-column-6 [1134, 83, 1350, 2533]
notice-heading: FICTITIOUS BUSINESS NAME STATEMENT File No. 2018-057157 [683, 755, 897, 775]
notice-text: The following person(s) is (are) doing business as: MR TATTOO CANDY 12448 LONGACRE AVE., GRANADA HILLS, CA 91344. Full name of registrant(s) is (are) HOVHANNES YARDANYAN 12448 LONGACRE AVE., GRANADA HILLS, CA 91344. This Business is conducted by INDIVIDUAL. Signed: HOVHANNES YARDANYAN, OWNER. This statement was filed with the County Clerk of Los Angeles County on 03/01/2018. The registrant(s) has (have) commenced to transact business under the fictitious business name or names listed above on N/A. NOTICE- This Fictitious Name Statement expires five years from the date it was filed in the office of the County Clerk. A new Fictitious Business Name Statement must be filed prior to that date. The filing of this statement does not of itself authorize the use in this state of a Fictitious Business Name in violation of the rights of another under Federal, State, or common law (See section 14411 et seq. Business and Professions Code) Publish: ES Mountain Views News March 10, 17, 24, 31, 2018 [457, 1007, 673, 1195]
notice-text: The following person(s) is (are) doing business as: A TOUCH OF GLASS, 7735 WALKER AVE. UNIT C, CUDAHY, CA 90201. Full name of registrant(s) is (are) ARTURO MIGUEL VAZQUEZ-CHAVEZ, 7735 WALKER AVE. UNIT C, CUDAHY, CA 90201. This business is conducted by: AN INDIVIDUAL. Signed: ARTURO MIGUEL VAZQUEZ-CHAVEZ. This statement was filed with the County Clerk of Los Angeles County on 03/07/2018. The registrant(s) has (have) commenced to transact business under the fictitious business name or names listed above on 03/2017. NOTICE- This Fictitious Name Statement expires five years from the date it was filed in the office of the County Clerk. A new Fictitious Business Name Statement must be filed prior to that date. The filing of this statement does not of itself authorize the use in this state of a Fictitious Business Name in violation of the rights of another under Federal, State, or common law (See section 14411 et seq. Business and Professions Code)Publish: Mountain Views News Dates Pub: MARCH 10, 17, 24, 31, 2018 [683, 146, 899, 333]
notice-text: The following person(s) is (are) doing business as: JUTS KITCHEN, 2915 LINCOLN PARK AVE APT 3, LOS ANGELES, CA 90031. Full name of registrant(s) is (are) CHRISTIAN ANTHONY GONZALEZ, 2915 LINCOLN PARK AVE APT 3, LOS ANGELES, CA 90031. This Business is conducted by: AN INDIVIDUAL. Signed: CHRISTIAN ANTHONY GONZALEZ. This statement was filed with the County Clerk of Los Angeles County on 02/27/2018. The registrant(s) has (have) commenced to transact business under the fictitious business name or names listed above on N/A. NOTICE- This Fictitious Name Statement expires five years from the date it was filed in the office of the County Clerk. A new Fictitious Business Name Statement must be filed prior to that date. The filing of this statement does not of itself authorize the use in this state of a Fictitious Business Name in violation of the rights of another under Federal, State, or common law (See section 14411 et seq. Business and Professions Code)Publish: Mountain Views News Dates Pub: MARCH 10, 17, 24, 31, 2018 [1134, 1207, 1350, 1396]
notice-heading: FICTITIOUS BUSINESS NAME STATEMENT File No. 2018047451 [6, 1646, 220, 1667]
notice-heading: FICTITIOUS BUSINESS NAME STATEMENT File No. 2018-049789 [909, 1597, 1123, 1617]
notice-heading: FICTITIOUS BUSINESS NAME STATEMENT File No. 2018057449 [231, 1215, 446, 1236]
notice-heading: FILE NO. 2018-053587 STATEMENT OF ABANDONMENT OF USE OF FICTITIOUS BUSINESS NAME [6, 173, 178, 203]
notice-heading: FICTITIOUS BUSINESS NAME STATEMENT File No. 2018-050999 [683, 965, 897, 987]
footer-contact-line: 80 W Sierra Madre Blvd. No. 327 Sierra Madre, Ca. 91024 Office: 626.355.2737 Fax: 626.609.3285 Email: editor@mtnviewsnews.com Website: www.mtnviewsnews.com [185, 2554, 1229, 2569]
notice-text: The following person(s) is (are) doing business as: BDOLLAS AUTO SALES, 7229 SAVALON BLVD., LOS ANGELES, CA 90003. Mailing address: 18593 ALBANY ST., HESPERIA, CA 92345. Full name of registrant(s) is (are) DANIEL DIAZ, 18593 ALBANY ST., HESPERIA, CA 92345. This business is conducted by: AN INDIVIDUAL. Signed: DANIEL DIAZ. This statement was filed with the County Clerk of Los Angeles County on 02/23/2018. The registrant(s) has (have) commenced to transact business under the fictitious business name or names listed above on N/A. NOTICE- This Fictitious Name Statement expires five years from the date it was filed in the office of the County Clerk. A new Fictitious Business Name Statement must be filed prior to that date. The filing of this statement does not of itself authorize the use in this state of a Fictitious Business Name in violation of the rights of another under Federal, State, or common law (See section 14411 et seq. Business and Professions Code)Publish: Mountain Views News Dates Pub: MARCH 10, 17, 24, 31, 2018 [683, 1619, 899, 1806]
notice-text: The following person(s) is (are) doing business as: MASTER PRO ENTERPRISES 25053 AVENIDA BALITA, VALENCIA, CA 91355. Full name of registrant(s) is (are) PEDRO SALVADOR PEREZ 25053 AVENIDA BALITA, VALENCIA, CA 91355. This Business is conducted by INDIVIDUAL. Signed: PEDRO SALVADOR PEREZ, OWNER. This statement was filed with the County Clerk of Los Angeles County on 03/07/2018. The registrant(s) has (have) commenced to transact business under the fictitious business name or names listed above on 03/2018. NOTICE- This Fictitious Name Statement expires five years from the date it was filed in the office of the County Clerk. A new Fictitious Business Name Statement must be filed prior to that date. The filing of this statement does not of itself authorize the use in this state of a Fictitious Business Name in violation of the rights of another under Federal, State, or common law (See section 14411 et seq. Business and Professions Code) Publish: ES Mountain Views News March 10, 17, 24, 31, 2018 [457, 586, 673, 773]
notice-text: county of Los Angeles. The original file number of 2017127817. The business was conducted by: A CORPORATION. This statement was filed with the County Clerk of Los Angeles on 03/02/2018. The business information in this statement is true and correct. (A registrant who declares as true information which he or she knows to be false, is guilty of a crime.) SAMPHORS CHHORNG,SECRETARY Publish: Mountain Views News Dates Pub: MARCH 17, 24, 31, APRIL 07, 2018 [6, 83, 222, 172]
notice-text: The following person(s) JOSUE DAVID ARAUS, 229 E 70TH ST., LOS ANGELES, CA 90003, have abandoned the use of the fictitious business name: BSI ELECTRIC, 229 E 70TH ST., LOS ANGELES, CA 90003. The fictitious business name referred to above was filed on 01/30/2017, in the county of Los Angeles. Original File No. 2017027540. The business was conducted by: AN INDIVIDUAL. This statement was filed with the County Clerk of Los Angeles on 03/02/2018. The business information in this statement is true and correct. (A registrant who declares as true information which he or she knows to be false, is guilty of a crime.) JOSUE DAVID ARAUS, OWNER Publish: Mountain Views News Dates Pub: MARCH 17, 24, 31, APRIL 07, 2018 [6, 204, 222, 343]
notice-text: The following person(s) is (are) doing business as: EXCLUSIVE INN AND SUITES, 11555 CARSON ST., LAKEWOOD, CA 90715. Full name of registrant(s) is (are) HARIOM GROUP, INC., 11570 CARSON ST., LAKEWOOD, CA 90715. This Business is conducted by: A LIMITED LIABILITY COMPANY. Signed: CHANDRAKANT PATEL. This statement was filed with the County Clerk of Los Angeles County on 02/27/2018. The registrant(s) has (have) commenced to transact business under the fictitious business name or names listed above on N/A. NOTICE- This Fictitious Name Statement expires five years from the date it was filed in the office of the County Clerk. A new Fictitious Business Name Statement must be filed prior to that date. The filing of this statement does not of itself authorize the use in this state of a Fictitious Business Name in violation of the rights of another under Federal, State, or common law (See section 14411 et seq. Business and Professions Code)Publish: Mountain Views News Dates Pub: MARCH 10, 17, 24, 31, 2018 [909, 1408, 1125, 1596]
notice-text: The following person(s) is (are) doing business as: ARCANGELES MARKET, 12601 HARRIS AVE., LYNWOOD, CA 90262. Full name of registrant(s) is (are) IRENE ZARAZUA, 1154 LEXINGTON AVE., PASADENA, CA 91103. This business is conducted by: AN INDIVIDUAL. Signed: IRENIDA ZARAZUA. This statement was filed with the County Clerk of Los Angeles County on 02/26/2018. The registrant(s) has (have) commenced to transact business under the fictitious business name or names listed above on N/A. NOTICE- This Fictitious Name Statement expires five years from the date it was filed in the office of the County Clerk. A new Fictitious Business Name Statement must be filed prior to that date. The filing of this statement does not of itself authorize the use in this state of a Fictitious Business Name in violation of the rights of another under Federal, State, or common law (See section 14411 et seq. Business and Professions Code)Publish: Mountain Views News Dates Pub: MARCH 10, 17, 24, 31, 2018 [683, 1408, 899, 1596]
notice-text: The following person(s) is (are) doing business as: PHT DIAMOND REPAIR 550 S. HILL ST., #1129, LOS ANGELES, CA 90013. Full name of registrant(s) is (are) PHU NGUYEN 550 S. HILL ST., #1129, LOS ANGELES, CA 90013. This Business is conducted by INDIVIDUAL. Signed: PHU NGUYEN, OWNER. This statement was filed with the County Clerk of Los Angeles County on 03/07/2018. The registrant(s) has (have) commenced to transact business under the fictitious business name or names listed above on N/A. NOTICE- This Fictitious Name Statement expires five years from the date it was filed in the office of the County Clerk. A new Fictitious Business Name Statement must be filed prior to that date. The filing of this statement does not of itself authorize the use in this state of a Fictitious Business Name in violation of the rights of another under Federal, State, or common law (See section 14411 et seq. Business and Professions Code) Publish: ES Mountain Views News March 10, 17, 24, 31, 2018 [457, 386, 673, 563]
notice-heading: FICTITIOUS BUSINESS NAME STATEMENT File No. 2018050578 [6, 515, 220, 535]
notice-text: The following person(s) is (are) doing business as: BROKER ROOM 22257 DE LA OSA ST., WOODLAND HILLS, CA 91364. Full name of registrant(s) is (are) JACINTO ULISES RODRIGUEZ 22577 DE LA OSA ST., WOODLAND HILLS, CA 91364. This Business is conducted by INDIVIDUAL. Signed: JACINTO ULISES RODRIGUEZ, OWNER. This statement was filed with the County Clerk of Los Angeles County on 03/07/2018. The registrant(s) has (have) commenced to transact business under the fictitious business name or names listed above on N/A. NOTICE- This Fictitious Name Statement expires five years from the date it was filed in the office of the County Clerk. A new Fictitious Business Name Statement must be filed prior to that date. The filing of this statement does not of itself authorize the use in this state of a Fictitious Business Name in violation of the rights of another under Federal, State, or common law (See section 14411 et seq. Business and Professions Code) Publish: ES Mountain Views News March 10, 17, 24, 31, 2018 [231, 615, 448, 803]
notice-text: The following person(s) is (are) doing business as: HOLLYWOOD STYLE GROOMING MOBILE, HOLLYWOOD STYLE GROOMING, 5335 VIRGINIA AVE., LOS ANGELES, CA 90029. Full name of registrant(s) is (are) WALTER ALEXANDER ROSALES LIRA, 5335 VIRGINIA AVE., LOS ANGELES, CA 90029. JORGE MARIO MARROQUIN LABREAL, 5335 VIRGINIA AVE., LOS ANGELES, CA 90029. This Business is conducted by: A GENERAL PARTNERSHIP. Signed: WALTER ALEXANDER ROSALES LIRA. This statement was filed with the County Clerk of Los Angeles County on 02/28/2018. The registrant(s) has (have) commenced to transact business under the fictitious business name or names listed above on N/A. NOTICE- This Fictitious Name Statement expires five years from the date it was filed in the office of the County Clerk. A new Fictitious Business Name Statement must be filed prior to that date. The filing of this statement does not of itself authorize the use in this state of a Fictitious Business Name in violation of the rights of another under Federal, State, or common law (See section 14411 et seq. Business and Professions Code)Publish: Mountain Views News Dates Pub: MARCH 10, 17, 24, 31, 2018 [1134, 537, 1350, 764]
notice-heading: FICTITIOUS BUSINESS NAME STATEMENT File No. 2018-049861 [683, 2019, 897, 2039]
notice-text: The following person(s) is (are) doing business as: ALEXA WEAR 301 N. BUSHNELL AVE., APT. 7, ALHAMBRA, CA 91801. Full name of registrant(s) is (are) FELIPE TALENTINO 301 N. BUSHNELL AVE., APT. 7, ALHAMBRA, CA 91801. This Business is conducted by INDIVIDUAL. Signed: FELIPE TALENTINO, OWNER. This statement was filed with the County Clerk of Los Angeles County on 02/07/2018. The registrant(s) has (have) commenced to transact business under the fictitious business name or names listed above on N/A. NOTICE- This Fictitious Name Statement expires five years from the date it was filed in the office of the County Clerk. A new Fictitious Business Name Statement must be filed prior to that date. The filing of this statement does not of itself authorize the use in this state of a Fictitious Business Name in violation of the rights of another under Federal, State, or common law (See section 14411 et seq. Business and Professions Code) Publish: ES Mountain Views News March 10, 17, 24, 31, 2018 [231, 195, 448, 382]
notice-text: The following person(s) is (are) doing business as: ABCHL SECRETARIAL SERVICES, 1617 S. MAGIC SUITE C, SAN GABRIEL, CA 91776. Full name of registrant(s) is (are) HELEN YU TUNG LIN, 4711 WALNUT GROVE AVE. #9, ROSEMEAD, CA 91770. This Business is conducted by: AN INDIVIDUAL. Signed: HELEN YU TUNG LIN. This statement was filed with the County Clerk of Los Angeles County on 03/06/2018. The registrant(s) has (have) commenced to transact business under the fictitious business name or names listed above on 02/2018. NOTICE- This Fictitious Name Statement expires five years from the date it was filed in the office of the County Clerk. A new Fictitious Business Name Statement must be filed prior to that date. The filing of this statement does not of itself authorize the use in this state of a Fictitious Business Name in violation of the rights of another under Federal, State, or common law (See section 14411 et seq. Business and Professions Code)Publish: Mountain Views News Dates Pub: MARCH 10, 17, 24, 31, 2018 [683, 777, 899, 964]
notice-heading: FICTITIOUS BUSINESS NAME STATEMENT File No. 2018-047820 [1134, 976, 1348, 996]
notice-text: The following person(s) is (are) doing business as: OZZY'S AUTO SERVICE, 200 A SAINT ST., WINNETKA, CA 91306. OZZY'S AUTO SERVICE 7233 DEMING ROUTE AVE. #A, VAN NUYS, CA 91405. Full name of registrant(s) is (are) ANALBO HERNANDEZ 7233 VENTURA BLVD. #A, VAN NUYS, CA 91405. This Business is conducted by INDIVIDUAL. Signed: ANALBO HERNANDEZ, OWNER. This statement was filed with the County Clerk of Los Angeles County on 03/05/2018. The registrant(s) has (have) commenced to transact business under the fictitious business name or names listed above on N/A. NOTICE- This Fictitious Name Statement expires five years from the date it was filed in the office of the County Clerk. A new Fictitious Business Name Statement must be filed prior to that date. The filing of this statement does not of itself authorize the use in this state of a Fictitious Business Name in violation of the rights of another under Federal, State, or common law (See section 14411 et seq. Business and Professions Code) Publish: ES Mountain Views News March 10, 17, 24, 31, 2018 [6, 1448, 222, 1645]
notice-heading: FICTITIOUS BUSINESS NAME STATEMENT File No. 2018051552 [6, 1215, 220, 1236]
notice-heading: FICTITIOUS BUSINESS NAME STATEMENT File No. 2018051059 [231, 1417, 446, 1437]
footer-paper-name: Mountain Views News [10, 2551, 180, 2570]
notice-text: The following person(s) is (are) doing business as: COYOTE PILES & ROCK, 2217 MONTROSE AVE. UNIT 8, MONTROSE, CA 91020. MORRUS 2217 MONTROSE AVE. UNIT 8, MONTROSE, CA 91020. Full name of registrant(s) is (are) COYOTE INDUSTRIES, INC. 2217 MONTROSE AVE. UNIT 8, MONTROSE, CA 91020. This Business is conducted by CORPORATION. Signed: COYOTE INDUSTRIES, INC. JAMES P. DELLA PENNA, PRESIDENT. This statement was filed with the County Clerk of Los Angeles County on 03/02/2018. The registrant(s) has (have) commenced to transact business under the fictitious business name or names listed above on 09/2008. NOTICE- This Fictitious Name Statement expires five years from the date it was filed in the office of the County Clerk. A new Fictitious Business Name Statement must be filed prior to that date. The filing of this statement does not of itself authorize the use in this state of a Fictitious Business Name in violation of the rights of another under Federal, State, or common law (See section 14411 et seq. Business and Professions Code) Publish: ES Mountain Views News March 10, 17, 24, 31, 2018 [6, 767, 222, 974]
notice-text: The following person(s) is (are) doing business as: GF CONSTRUCTION 18019 BURTON ST., RESEDA, CA 91335. Full name of registrant(s) is (are) SEBASTIAN GOMEZ FRANCO 18019 BURTON ST., RESEDA, CA 91335. This Business is conducted by INDIVIDUAL. Signed: SEBASTIAN GOMEZ FRANCO, OWNER. This statement was filed with the County Clerk of Los Angeles County on 03/05/2018. The registrant(s) has (have) commenced to transact business under the fictitious business name or names listed above on N/A. NOTICE- This Fictitious Name Statement expires five years from the date it was filed in the office of the County Clerk. A new Fictitious Business Name Statement must be filed prior to that date. The filing of this statement does not of itself authorize the use in this state of a Fictitious Business Name in violation of the rights of another under Federal, State, or common law (See section 14411 et seq. Business and Professions Code) Publish: ES Mountain Views News March 10, 17, 24, 31, 2018 [457, 1428, 673, 1615]
notice-heading: FICTITIOUS BUSINESS NAME STATEMENT File No. 2018-055989 [683, 1597, 897, 1617]
notice-text: The following person(s) is (are) doing business as: NEB ALCHEMY 510 SOUTH SPRING ST. #310, LOS ANGELES, CA 90013. Full name of registrant(s) is (are) ALEXANDRA LEE 510 SOUTH SPRING ST. #310, LOS ANGELES, CA 90013. This Business is conducted by INDIVIDUAL. Signed: ALEXANDRA LEE, OWNER. This statement was filed with the County Clerk of Los Angeles County on 03/01/2018. The registrant(s) has (have) commenced to transact business under the fictitious business name or names listed above on N/A. NOTICE- This Fictitious Name Statement expires five years from the date it was filed in the office of the County Clerk. A new Fictitious Business Name Statement must be filed prior to that date. The filing of this statement does not of itself authorize the use in this state of a Fictitious Business Name in violation of the rights of another under Federal, State, or common law (See section 14411 et seq. Business and Professions Code) Publish: ES Mountain Views News March 10, 17, 24, 31, 2018 [457, 797, 673, 985]
notice-text: The following person(s) is (are) doing business as: GALBRAITH & ASSOCIATES, 5778 E SEASIDE WAY 208, LONG BEACH, CA 90803. Full name of registrant(s) is (are) JACK WAYNE GALBRAITH, 5778 E SEASIDE WAY 208, LONG BEACH, CA 90803. This Business is conducted by: AN INDIVIDUAL. Signed: JACK WAYNE GALBRAITH. This statement was filed with the County Clerk of Los Angeles County on 02/27/2018. The registrant(s) has (have) commenced to transact business under the fictitious business name or names listed above on N/A. NOTICE- This Fictitious Name Statement expires five years from the date it was filed in the office of the County Clerk. A new Fictitious Business Name Statement must be filed prior to that date. The filing of this statement does not of itself authorize the use in this state of a Fictitious Business Name in violation of the rights of another under Federal, State, or common law (See section 14411 et seq. Business and Professions Code)Publish: Mountain Views News Dates Pub: MARCH 10, 17, 24, 31, 2018 [909, 1830, 1125, 2017]
notice-columns [6, 83, 1352, 2533]
notice-text: The following person(s) is (are) doing business as: GENESSIS MINI MARKET SUPPLY, 620 S BROADWAY AVE., LOS ANGELES, CA 90012. Full name of registrant(s) is (are) ISIDRO G. CATEDRAL, 1198 W. 78TH ST., LOS ANGELES, CA 90037. LUCIA CUBAS, 1198 W 78TH ST., LOS ANGELES, CA 90037. This business is conducted by: A MARRIED COUPLE. Signed: ISIDRO G. CATEDRAL. This statement was filed with the County Clerk of Los Angeles County on 02/27/2018. The registrant(s) has (have) commenced to transact business under the fictitious business name or names listed above on N/A. NOTICE- This Fictitious Name Statement expires five years from the date it was filed in the office of the County Clerk. A new Fictitious Business Name Statement must be filed prior to that date. [909, 2040, 1125, 2188]
notice-text: The following person(s) is (are) doing business as: RIMAA DESIGN 1560 GARDENA AVE. #07, GLENDALE, CA 91204. Full name of registrant(s) is (are) RIMA NAZARYAN 1560 GARDENA AVE. #07, GLENDALE, CA 91204. This Business is conducted by INDIVIDUAL. Signed: RIMA NAZARYAN, OWNER. This statement was filed with the County Clerk of Los Angeles County on 03/06/2018. The registrant(s) has (have) commenced to transact business under the fictitious business name or names listed above on N/A. NOTICE- This Fictitious Name Statement expires five years from the date it was filed in the office of the County Clerk. A new Fictitious Business Name Statement must be filed prior to that date. The filing of this statement does not of itself authorize the use in this state of a Fictitious Business Name in violation of the rights of another under Federal, State, or common law (See section 14411 et seq. Business and Professions Code) Publish: ES Mountain Views News March 10, 17, 24, 31, 2018 [231, 1037, 448, 1214]
notice-text: Fictitious Name Statement expires five years from the date it was filed in the office of the County Clerk. A new Fictitious Business Name Statement must be filed prior to that date. The filing of this statement does not of itself authorize the use in this state of a Fictitious Business Name in violation of the rights of another under Federal, State, or common law (See section 14411 et seq. Business and Professions Code) Publish: ES Mountain Views News March 10, 17, 24, 31, 2018 [231, 83, 448, 172]
notice-heading: FICTITIOUS BUSINESS NAME STATEMENT File No. 2018-049219 [1134, 1837, 1348, 1857]
notice-heading: FICTITIOUS BUSINESS NAME STATEMENT File No. 2018052454 [6, 976, 220, 996]
issue-date-line: Mountain Views News Saturday March 17, 2018 [1038, 60, 1341, 75]
notice-heading: FICTITIOUS BUSINESS NAME STATEMENT File No. 2018-050144 [1134, 515, 1348, 535]
